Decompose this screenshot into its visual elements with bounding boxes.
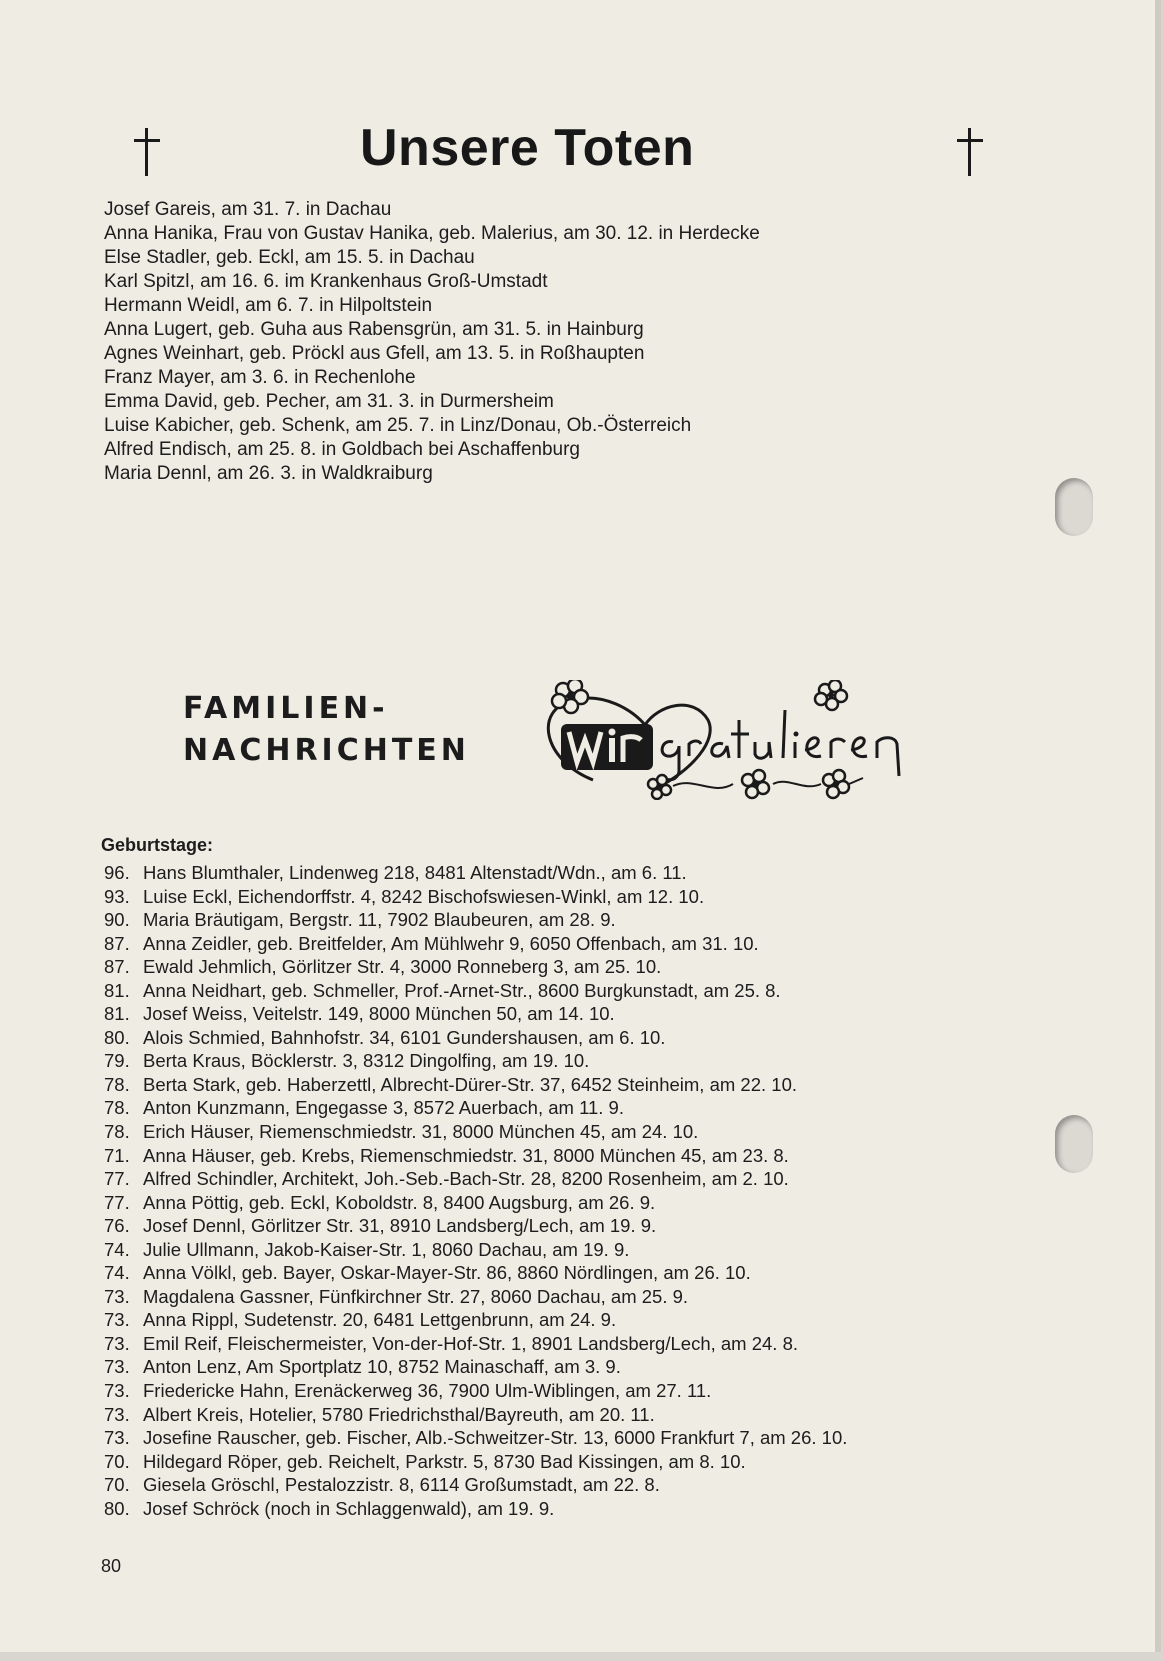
birthday-text: Berta Kraus, Böcklerstr. 3, 8312 Dingolfing, am 19. 10. <box>143 1050 590 1072</box>
birthday-age: 79. <box>104 1050 130 1072</box>
birthday-text: Friedericke Hahn, Erenäckerweg 36, 7900 Ulm-Wiblingen, am 27. 11. <box>143 1380 712 1402</box>
birthday-text: Emil Reif, Fleischermeister, Von-der-Hof-Str. 1, 8901 Landsberg/Lech, am 24. 8. <box>143 1332 799 1354</box>
birthday-age: 73. <box>104 1356 130 1378</box>
birthday-entry <box>104 1473 847 1497</box>
birthday-entry <box>104 1426 847 1450</box>
birthdays-heading: Geburtstage: <box>101 835 214 855</box>
birthday-age: 70. <box>104 1450 130 1472</box>
obituary-list <box>104 198 760 486</box>
punch-hole <box>1055 478 1093 536</box>
birthday-entry <box>104 1238 847 1262</box>
birthday-age: 78. <box>104 1097 130 1119</box>
birthday-entry <box>104 1332 847 1356</box>
birthday-age: 78. <box>104 1121 130 1143</box>
birthday-entry <box>104 1355 847 1379</box>
birthday-entry <box>104 908 847 932</box>
birthday-age: 93. <box>104 885 130 907</box>
birthday-age: 73. <box>104 1380 130 1402</box>
birthday-age: 81. <box>104 979 130 1001</box>
birthday-entry <box>104 1002 847 1026</box>
birthday-text: Alois Schmied, Bahnhofstr. 34, 6101 Gundershausen, am 6. 10. <box>143 1026 666 1048</box>
birthday-entry <box>104 1497 847 1521</box>
birthday-text: Hans Blumthaler, Lindenweg 218, 8481 Altenstadt/Wdn., am 6. 11. <box>143 862 687 883</box>
birthday-age: 73. <box>104 1309 130 1331</box>
birthday-text: Josef Weiss, Veitelstr. 149, 8000 München 50, am 14. 10. <box>143 1003 615 1025</box>
birthday-age: 87. <box>104 956 130 978</box>
birthday-entry <box>104 1403 847 1427</box>
page-title: Unsere Toten <box>360 119 695 177</box>
birthday-entry <box>104 885 847 909</box>
birthday-age: 78. <box>104 1073 130 1095</box>
family-news-line: NACHRICHTEN <box>183 733 470 768</box>
obituary-entry: Franz Mayer, am 3. 6. in Rechenlohe <box>104 367 416 388</box>
birthday-text: Luise Eckl, Eichendorffstr. 4, 8242 Bischofswiesen-Winkl, am 12. 10. <box>143 885 705 907</box>
birthday-age: 77. <box>104 1191 130 1213</box>
birthday-age: 96. <box>104 862 130 883</box>
birthday-entry <box>104 1261 847 1285</box>
birthday-text: Josef Dennl, Görlitzer Str. 31, 8910 Landsberg/Lech, am 19. 9. <box>143 1215 657 1237</box>
birthday-text: Josef Schröck (noch in Schlaggenwald), am 19. 9. <box>143 1497 555 1519</box>
birthday-text: Magdalena Gassner, Fünfkirchner Str. 27, 8060 Dachau, am 25. 9. <box>143 1285 689 1307</box>
birthday-text: Anna Neidhart, geb. Schmeller, Prof.-Arnet-Str., 8600 Burgkunstadt, am 25. 8. <box>143 979 781 1001</box>
birthday-entry <box>104 1167 847 1191</box>
obituary-entry: Karl Spitzl, am 16. 6. im Krankenhaus Groß-Umstadt <box>104 271 548 292</box>
birthday-text: Anna Pöttig, geb. Eckl, Koboldstr. 8, 8400 Augsburg, am 26. 9. <box>143 1191 656 1213</box>
obituary-entry: Else Stadler, geb. Eckl, am 15. 5. in Dachau <box>104 247 475 268</box>
birthday-text: Anna Häuser, geb. Krebs, Riemenschmiedstr. 31, 8000 München 45, am 23. 8. <box>143 1144 789 1166</box>
birthday-age: 81. <box>104 1003 130 1025</box>
birthday-entry <box>104 979 847 1003</box>
birthday-text: Berta Stark, geb. Haberzettl, Albrecht-Dürer-Str. 37, 6452 Steinheim, am 22. 10. <box>143 1073 797 1095</box>
birthday-age: 90. <box>104 909 130 931</box>
birthday-entry <box>104 1379 847 1403</box>
birthday-age: 73. <box>104 1332 130 1354</box>
birthday-text: Anton Lenz, Am Sportplatz 10, 8752 Mainaschaff, am 3. 9. <box>143 1356 621 1378</box>
obituary-entry: Emma David, geb. Pecher, am 31. 3. in Durmersheim <box>104 391 554 412</box>
birthday-text: Julie Ullmann, Jakob-Kaiser-Str. 1, 8060 Dachau, am 19. 9. <box>143 1238 630 1260</box>
birthday-age: 73. <box>104 1403 130 1425</box>
birthday-entry <box>104 1049 847 1073</box>
birthday-age: 73. <box>104 1427 130 1449</box>
obituary-entry: Maria Dennl, am 26. 3. in Waldkraiburg <box>104 463 433 484</box>
birthday-entry <box>104 1450 847 1474</box>
birthday-age: 87. <box>104 932 130 954</box>
birthday-entry <box>104 1096 847 1120</box>
birthday-entry <box>104 861 847 885</box>
birthday-text: Ewald Jehmlich, Görlitzer Str. 4, 3000 Ronneberg 3, am 25. 10. <box>143 956 662 978</box>
birthday-age: 76. <box>104 1215 130 1237</box>
obituary-entry: Josef Gareis, am 31. 7. in Dachau <box>104 199 392 220</box>
birthday-age: 80. <box>104 1026 130 1048</box>
birthday-age: 70. <box>104 1474 130 1496</box>
birthday-age: 73. <box>104 1285 130 1307</box>
cross-icon <box>134 128 160 176</box>
birthday-text: Hildegard Röper, geb. Reichelt, Parkstr. 5, 8730 Bad Kissingen, am 8. 10. <box>143 1450 746 1472</box>
family-news-heading <box>183 688 470 772</box>
birthday-entry <box>104 1214 847 1238</box>
cross-icon <box>957 128 983 176</box>
wir-gratulieren-logo <box>533 680 963 800</box>
birthday-text: Albert Kreis, Hotelier, 5780 Friedrichsthal/Bayreuth, am 20. 11. <box>143 1403 655 1425</box>
birthday-entry <box>104 1073 847 1097</box>
obituary-entry: Alfred Endisch, am 25. 8. in Goldbach bei Aschaffenburg <box>104 439 581 460</box>
birthday-text: Josefine Rauscher, geb. Fischer, Alb.-Schweitzer-Str. 13, 6000 Frankfurt 7, am 26. 10. <box>143 1427 848 1449</box>
birthday-entry <box>104 955 847 979</box>
birthday-text: Anton Kunzmann, Engegasse 3, 8572 Auerbach, am 11. 9. <box>143 1097 624 1119</box>
obituary-entry: Agnes Weinhart, geb. Pröckl aus Gfell, am 13. 5. in Roßhaupten <box>104 343 645 364</box>
birthday-list <box>104 861 847 1520</box>
birthday-text: Anna Zeidler, geb. Breitfelder, Am Mühlwehr 9, 6050 Offenbach, am 31. 10. <box>143 932 759 954</box>
family-news-line: FAMILIEN- <box>183 691 389 726</box>
birthday-text: Maria Bräutigam, Bergstr. 11, 7902 Blaubeuren, am 28. 9. <box>143 909 616 931</box>
birthday-text: Anna Rippl, Sudetenstr. 20, 6481 Lettgenbrunn, am 24. 9. <box>143 1309 617 1331</box>
birthday-age: 74. <box>104 1262 130 1284</box>
birthday-text: Giesela Gröschl, Pestalozzistr. 8, 6114 Großumstadt, am 22. 8. <box>143 1474 660 1496</box>
birthday-entry <box>104 1120 847 1144</box>
birthday-entry <box>104 1026 847 1050</box>
birthday-text: Erich Häuser, Riemenschmiedstr. 31, 8000 München 45, am 24. 10. <box>143 1121 699 1143</box>
birthday-text: Alfred Schindler, Architekt, Joh.-Seb.-Bach-Str. 28, 8200 Rosenheim, am 2. 10. <box>143 1168 789 1190</box>
birthday-entry <box>104 932 847 956</box>
birthday-entry <box>104 1285 847 1309</box>
birthday-entry <box>104 1191 847 1215</box>
birthday-text: Anna Völkl, geb. Bayer, Oskar-Mayer-Str. 86, 8860 Nördlingen, am 26. 10. <box>143 1262 751 1284</box>
obituary-entry: Luise Kabicher, geb. Schenk, am 25. 7. in Linz/Donau, Ob.-Österreich <box>104 415 692 436</box>
birthday-age: 80. <box>104 1497 130 1519</box>
obituary-entry: Anna Lugert, geb. Guha aus Rabensgrün, am 31. 5. in Hainburg <box>104 319 644 340</box>
birthday-age: 71. <box>104 1144 130 1166</box>
birthday-entry <box>104 1308 847 1332</box>
punch-hole <box>1055 1115 1093 1173</box>
birthday-age: 74. <box>104 1238 130 1260</box>
page-number: 80 <box>101 1556 122 1576</box>
obituary-entry: Anna Hanika, Frau von Gustav Hanika, geb. Malerius, am 30. 12. in Herdecke <box>104 223 760 244</box>
obituary-entry: Hermann Weidl, am 6. 7. in Hilpoltstein <box>104 295 433 316</box>
birthday-age: 77. <box>104 1168 130 1190</box>
birthday-entry <box>104 1144 847 1168</box>
